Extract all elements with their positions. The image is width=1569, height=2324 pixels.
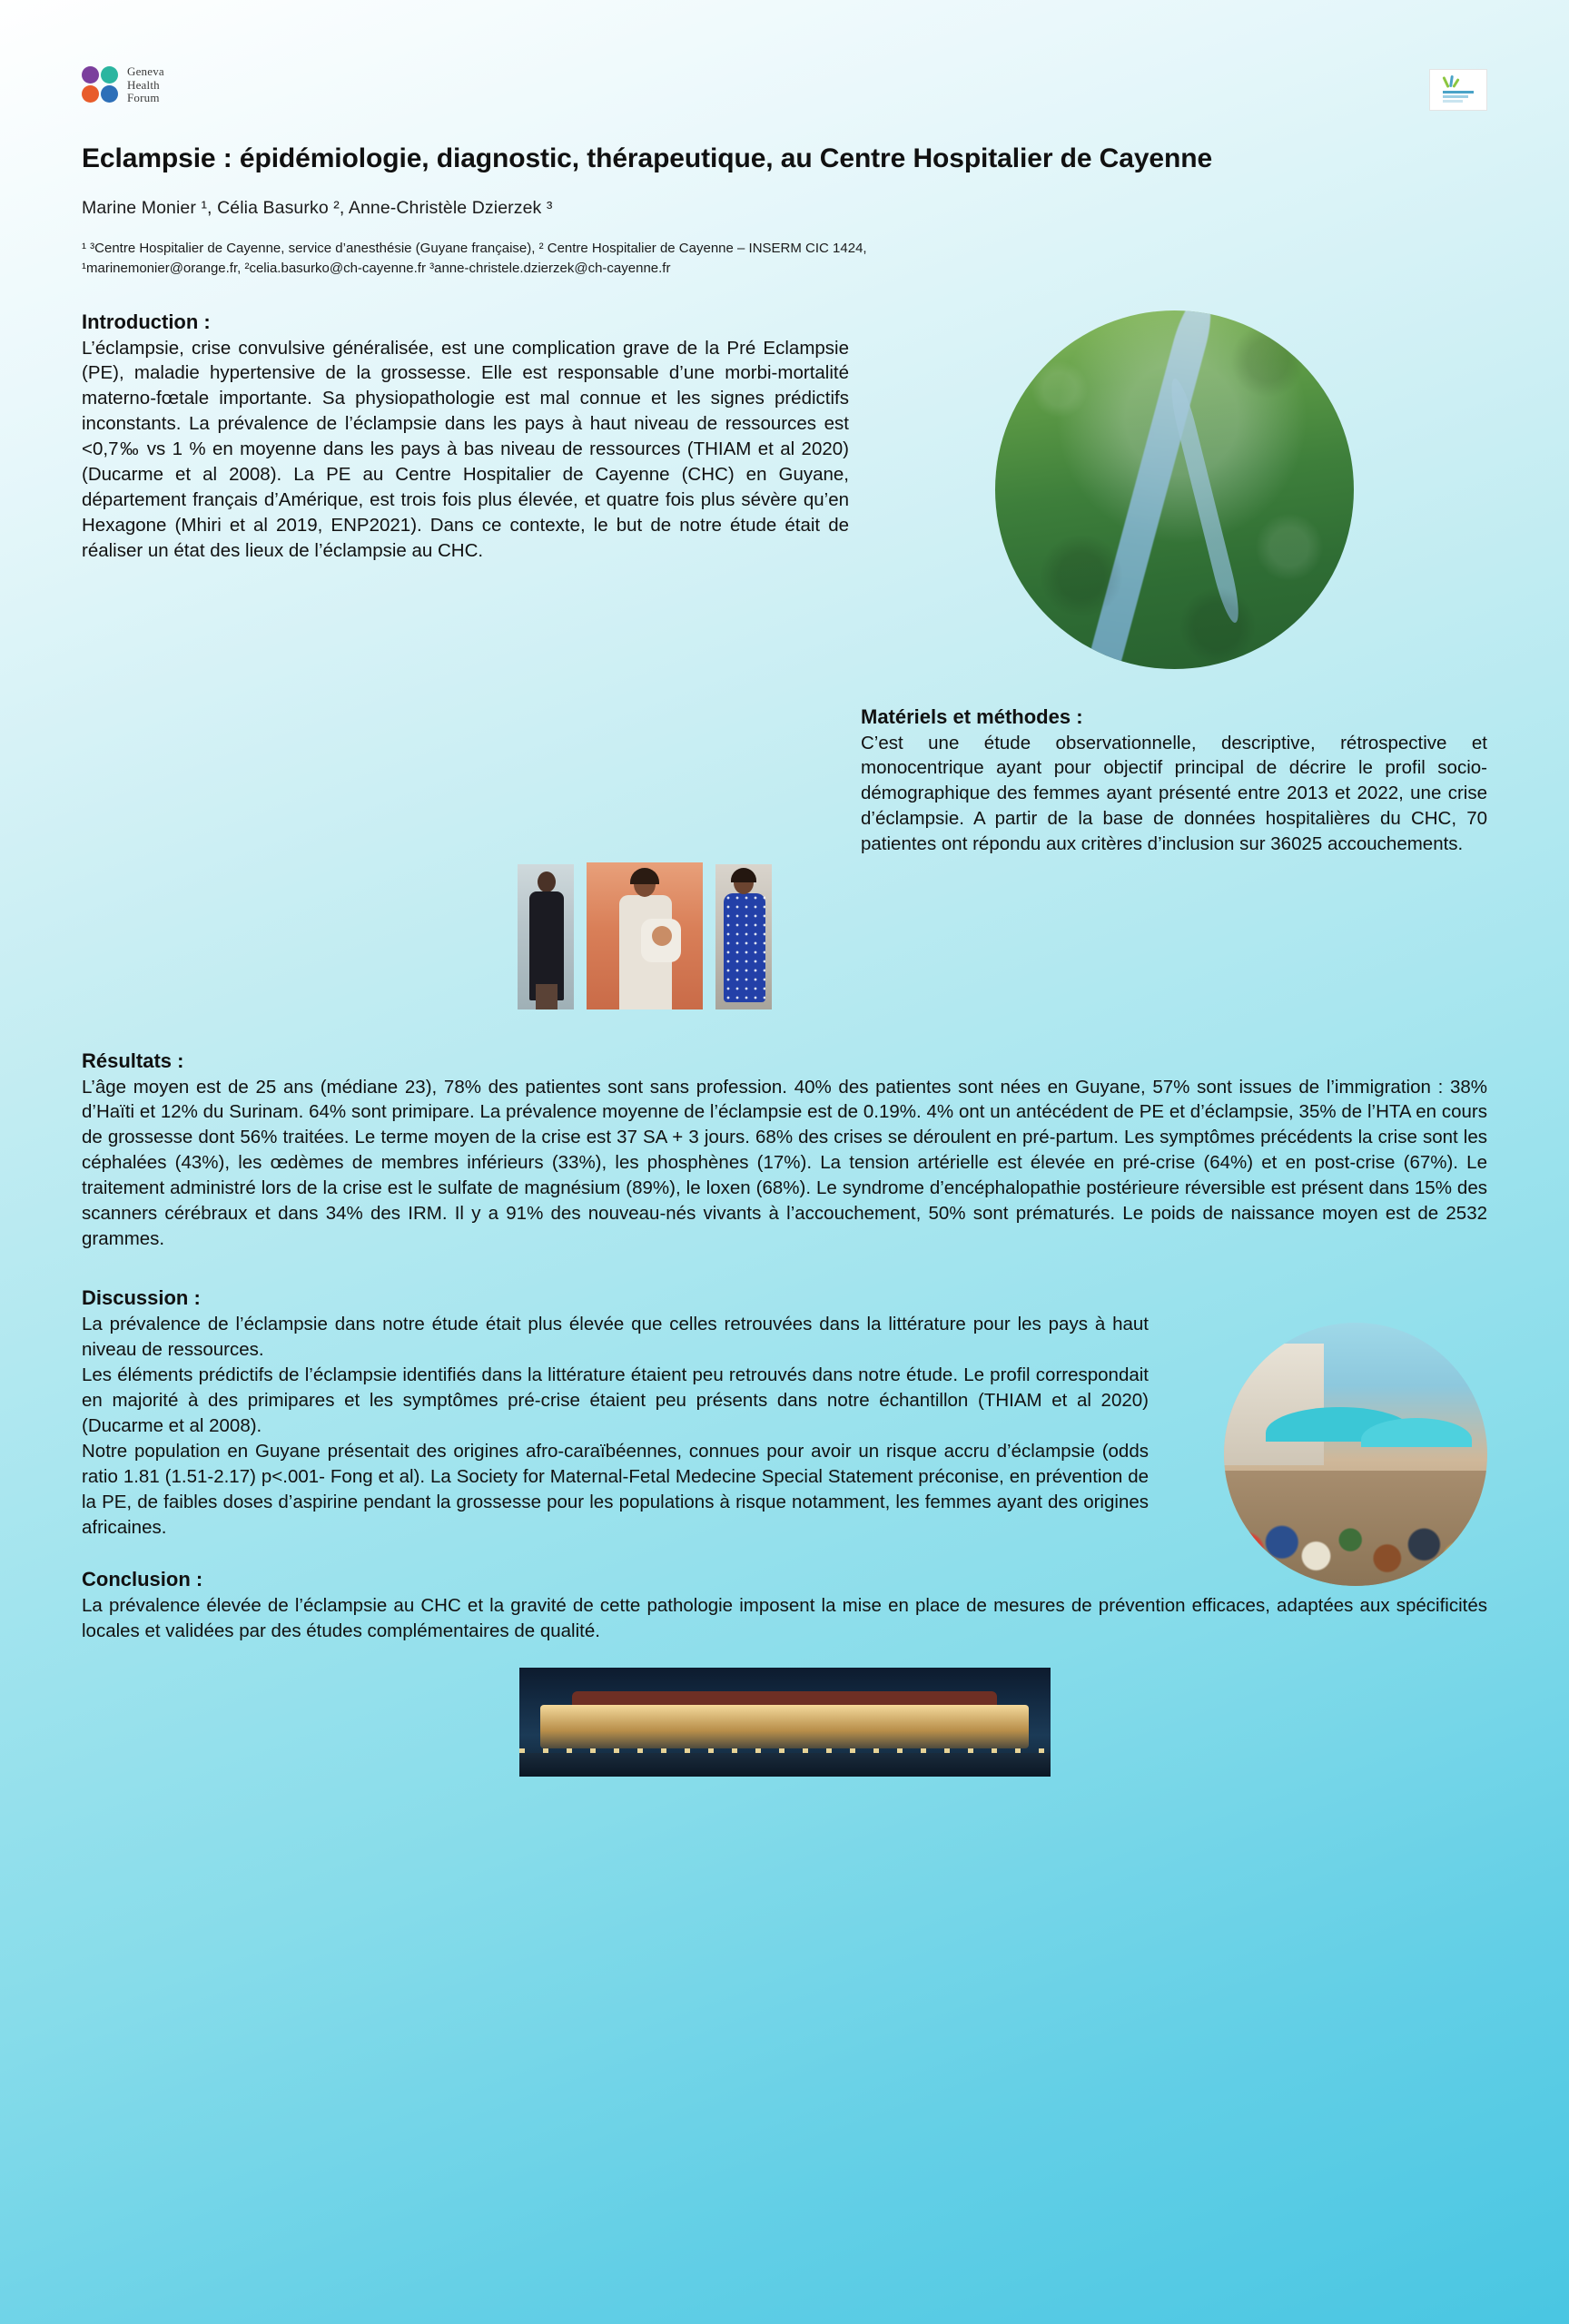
woman-with-baby-photo (587, 862, 703, 1009)
geneva-health-forum-logo (82, 65, 164, 105)
partner-leaf-icon (1437, 74, 1479, 105)
outdoor-market-crowd-photo (1224, 1323, 1487, 1586)
conclusion-heading: Conclusion : (82, 1568, 203, 1590)
affiliation-line-2: ¹marinemonier@orange.fr, ²celia.basurko@ch-cayenne.fr ³anne-christele.dzierzek@ch-cayenne.fr (82, 261, 671, 276)
woman-photo-3 (715, 864, 772, 1009)
discussion-block (82, 1286, 1487, 1541)
materials-block (861, 705, 1487, 858)
author-list: Marine Monier ¹, Célia Basurko ², Anne-Christèle Dzierzek ³ (82, 197, 553, 218)
affiliations (82, 239, 1487, 280)
results-text: L’âge moyen est de 25 ans (médiane 23), 78% des patientes sont sans profession. 40% des patientes sont nées en Guyane, 57% sont issues de l’immigration : 38% d’Haïti et 12% du Surinam. 64% sont primipare. La prévalence moyenne de l’éclampsie est de 0.19%. 4% ont un antécédent de PE et d’éclampsie, 35% de l’HTA en cours de grossesse dont 56% traitées. Le terme moyen de la crise est 37 SA + 3 jours. 68% des crises se déroulent en pré-partum. Les symptômes précédents la crise sont les céphalées (43%), les œdèmes de membres inférieurs (33%), les phosphènes (17%). La tension artérielle est élevée en pré-crise (64%) et en post-crise (67%). Le traitement administré lors de la crise est le sulfate de magnésium (89%), le loxen (68%). Le syndrome d’encéphalopathie postérieure réversible est présent dans 15% des scanners cérébraux et dans 34% des IRM. Il y a 91% des nouveau-nés vivants à l’accouchement, 50% sont prématurés. Le poids de naissance moyen est de 2532 grammes. (82, 1076, 1487, 1250)
woman-photo-1 (518, 864, 574, 1009)
affiliation-line-1: ¹ ³Centre Hospitalier de Cayenne, service d’anesthésie (Guyane française), ² Centre Hospitalier de Cayenne – INSERM CIC 1424, (82, 240, 867, 256)
conclusion-text: La prévalence élevée de l’éclampsie au CHC et la gravité de cette pathologie imposent la mise en place de mesures de prévention efficaces, adaptées aux spécificités locales et validées par des études complémentaires de qualité. (82, 1595, 1487, 1641)
aerial-rainforest-river-photo (995, 310, 1354, 669)
logo-line-2: Health (127, 77, 160, 92)
poster-header-logos (82, 65, 1487, 136)
discussion-heading: Discussion : (82, 1286, 201, 1310)
materials-text: C’est une étude observationnelle, descriptive, rétrospective et monocentrique ayant pour objectif principal de décrire le profil socio-démographique des femmes ayant présenté entre 2013 et 2022, une crise d’éclampsie. A partir de la base de données hospitalières du CHC, 70 patientes ont répondu aux critères d’inclusion sur 36025 accouchements. (861, 732, 1487, 855)
methods-column (861, 310, 1487, 858)
geneva-health-forum-wordmark (127, 65, 164, 105)
cayenne-hospital-night-photo (519, 1668, 1051, 1777)
partner-logo (1429, 69, 1487, 111)
intro-methods-section (82, 310, 1487, 1037)
logo-line-1: Geneva (127, 64, 164, 78)
materials-heading: Matériels et méthodes : (861, 704, 1083, 728)
page-title: Eclampsie : épidémiologie, diagnostic, thérapeutique, au Centre Hospitalier de Cayenne (82, 143, 1213, 173)
geneva-health-forum-dots-icon (82, 66, 120, 104)
results-block (82, 1049, 1487, 1253)
discussion-paragraph-3: Notre population en Guyane présentait des origines afro-caraïbéennes, connues pour avoir un risque accru d’éclampsie (odds ratio 1.81 (1.51-2.17) p<.001- Fong et al). La Society for Maternal-Fetal Medecine Special Statement préconise, en prévention de la PE, de faibles doses d’aspirine pendant la grossesse pour les populations à risque notamment, les femmes ayant des origines africaines. (82, 1441, 1149, 1539)
logo-line-3: Forum (127, 91, 160, 105)
introduction-heading: Introduction : (82, 310, 211, 333)
discussion-paragraph-1: La prévalence de l’éclampsie dans notre étude était plus élevée que celles retrouvées dans la littérature pour les pays à haut niveau de ressources. (82, 1314, 1149, 1361)
introduction-block (82, 310, 849, 565)
three-pregnant-women-photo (518, 862, 772, 1009)
results-heading: Résultats : (82, 1049, 184, 1072)
introduction-text: L’éclampsie, crise convulsive généralisée, est une complication grave de la Pré Eclampsie (PE), maladie hypertensive de la grossesse. Elle est responsable d’une morbi-mortalité materno-fœtale importante. Sa physiopathologie est mal connue et les signes prédictifs inconstants. La prévalence de l’éclampsie dans les pays à haut niveau de ressources est <0,7‰ vs 1 % en moyenne dans les pays à bas niveau de ressources (THIAM et al 2020) (Ducarme et al 2008). La PE au Centre Hospitalier de Cayenne (CHC) en Guyane, département français d’Amérique, est trois fois plus élevée, et quatre fois plus sévère qu’en Hexagone (Mhiri et al 2019, ENP2021). Dans ce contexte, le but de notre étude était de réaliser un état des lieux de l’éclampsie au CHC. (82, 337, 849, 562)
discussion-paragraph-2: Les éléments prédictifs de l’éclampsie identifiés dans la littérature étaient peu retrouvés dans notre étude. Le profil correspondait en majorité à des primipares et les symptômes pré-crise étaient peu présents dans notre échantillon (THIAM et al 2020) (Ducarme et al 2008). (82, 1364, 1149, 1437)
